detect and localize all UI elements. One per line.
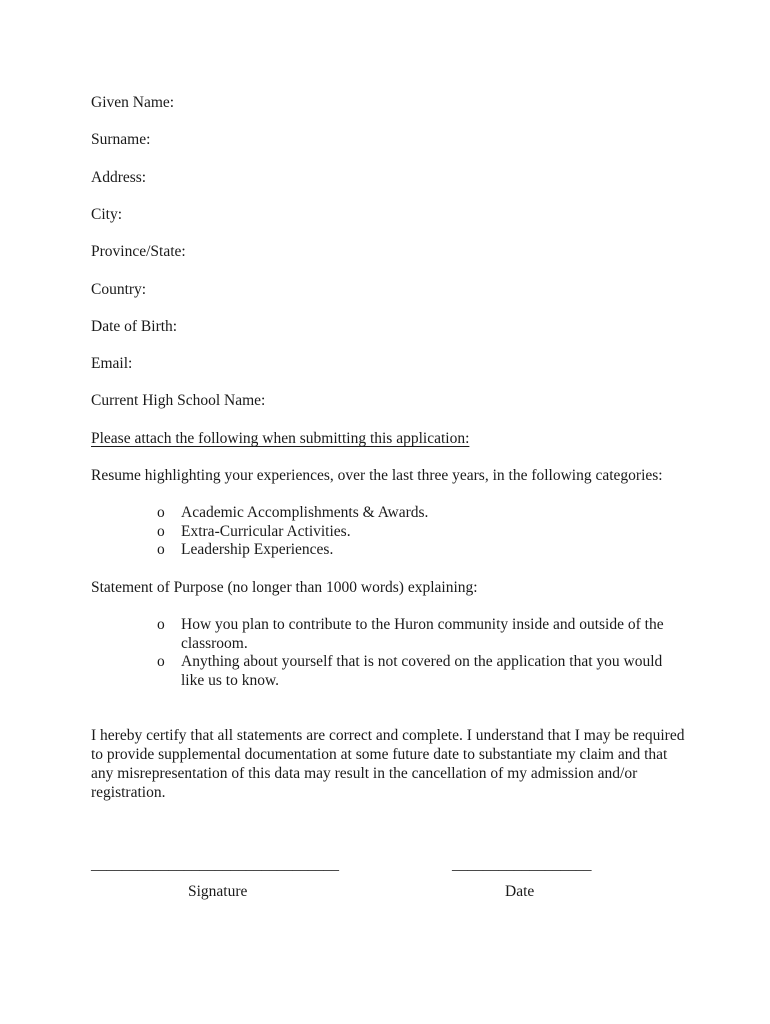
list-item (157, 504, 428, 523)
date-label: Date (505, 883, 535, 900)
list-item (157, 523, 428, 542)
bullet-icon: o (157, 653, 165, 670)
province-state-label: Province/State: (91, 243, 186, 260)
address-label: Address: (91, 169, 147, 186)
country-label: Country: (91, 281, 147, 298)
resume-intro: Resume highlighting your experiences, over the last three years, in the following categories: (91, 467, 663, 484)
list-item (157, 541, 428, 560)
list-item-text: Extra-Curricular Activities. (181, 522, 351, 540)
certification-statement: I hereby certify that all statements are correct and complete. I understand that I may be required to provide supplemental documentation at some future date to substantiate my claim and that any misrepresentation of this data may result in the cancellation of my admission and/or registration. (91, 727, 685, 801)
date-of-birth-label: Date of Birth: (91, 318, 178, 335)
list-item-text: How you plan to contribute to the Huron community inside and outside of the classroom. (181, 616, 664, 652)
resume-category-list (157, 504, 428, 560)
surname-label: Surname: (91, 131, 151, 148)
statement-topic-list (157, 616, 681, 690)
list-item (157, 616, 681, 653)
bullet-icon: o (157, 504, 165, 521)
high-school-label: Current High School Name: (91, 392, 266, 409)
bullet-icon: o (157, 541, 165, 558)
given-name-label: Given Name: (91, 94, 175, 111)
email-label: Email: (91, 355, 133, 372)
statement-intro: Statement of Purpose (no longer than 1000 words) explaining: (91, 579, 478, 596)
attach-heading: Please attach the following when submitting this application: (91, 430, 470, 447)
list-item (157, 653, 681, 690)
city-label: City: (91, 206, 123, 223)
bullet-icon: o (157, 616, 165, 633)
date-line: __________________ (452, 856, 592, 873)
list-item-text: Leadership Experiences. (181, 541, 334, 558)
list-item-text: Anything about yourself that is not covered on the application that you would like us to know. (181, 653, 663, 689)
bullet-icon: o (157, 522, 165, 540)
signature-label: Signature (188, 883, 248, 900)
list-item-text: Academic Accomplishments & Awards. (181, 504, 429, 521)
signature-line: ________________________________ (91, 856, 339, 873)
